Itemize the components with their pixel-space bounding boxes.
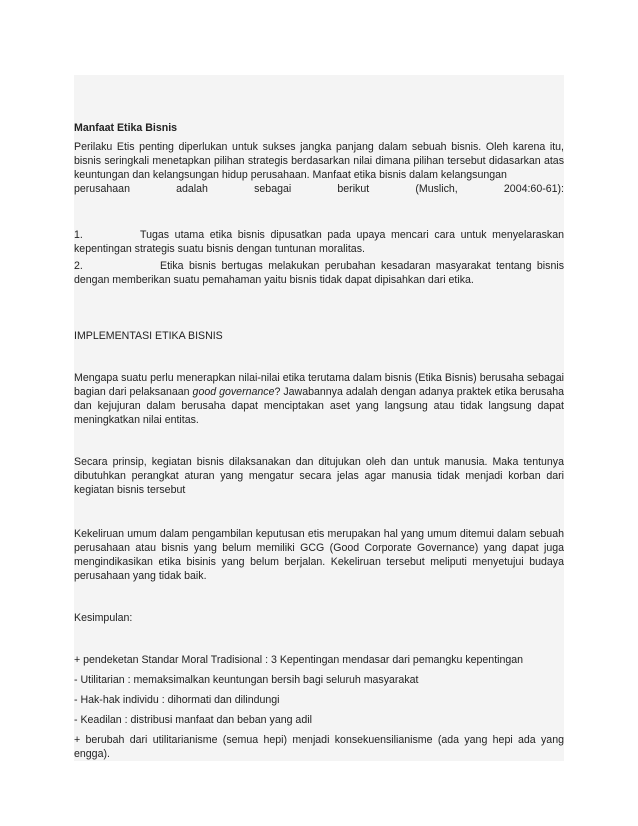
- paragraph-1-part-a: Mengapa suatu perlu menerapkan nilai-nilai etika terutama dalam bisnis (Etika Bisnis) berusaha sebagai bagian dari pelaksanaan: [74, 372, 564, 398]
- list-item-1: [74, 228, 564, 256]
- conclusion-item-2: - Utilitarian : memaksimalkan keuntungan bersih bagi seluruh masyarakat: [74, 674, 419, 686]
- conclusion-item-1: + pendeketan Standar Moral Tradisional : 3 Kepentingan mendasar dari pemangku kepentingan: [74, 654, 524, 666]
- section-implementasi: [74, 329, 564, 761]
- list-item-2: [74, 259, 564, 287]
- paragraph-manfaat-last: perusahaan adalah sebagai berikut (Muslich, 2004:60-61):: [74, 183, 564, 195]
- list-item-1-text: Tugas utama etika bisnis dipusatkan pada upaya mencari cara untuk menyelaraskan kepentingan strategis suatu bisnis dengan tuntunan moralitas.: [74, 229, 564, 255]
- conclusion-item-3: - Hak-hak individu : dihormati dan dilindungi: [74, 694, 280, 706]
- conclusion-item-5: + berubah dari utilitarianisme (semua hepi) menjadi konsekuensilianisme (ada yang hepi ada yang engga).: [74, 734, 564, 760]
- conclusion-label: Kesimpulan:: [74, 612, 133, 624]
- paragraph-1-part-b: ? Jawabannya adalah dengan adanya praktek etika berusaha dan kejujuran dalam berusaha dapat menciptakan aset yang langsung atau tidak langsung dapat meningkatkan nilai entitas.: [74, 386, 565, 426]
- list-item-2-text: Etika bisnis bertugas melakukan perubahan kesadaran masyarakat tentang bisnis dengan memberikan suatu pemahaman yaitu bisnis tidak dapat dipisahkan dari etika.: [74, 260, 564, 286]
- paragraph-implementasi-2: Secara prinsip, kegiatan bisnis dilaksanakan dan ditujukan oleh dan untuk manusia. Maka tentunya dibutuhkan perangkat aturan yang mengatur secara jelas agar manusia tidak menjadi korban dari kegiatan bisnis tersebut: [74, 456, 564, 496]
- section-manfaat: [74, 121, 564, 329]
- list-item-1-number: 1.: [74, 229, 83, 241]
- list-item-2-number: 2.: [74, 260, 83, 272]
- paragraph-1-emphasis: good governance: [192, 386, 275, 398]
- section-title-manfaat: Manfaat Etika Bisnis: [74, 122, 178, 134]
- section-title-implementasi: IMPLEMENTASI ETIKA BISNIS: [74, 330, 223, 342]
- top-spacer: [74, 75, 564, 121]
- paragraph-implementasi-3: Kekeliruan umum dalam pengambilan keputusan etis merupakan hal yang umum ditemui dalam sebuah perusahaan atau bisnis yang belum memiliki GCG (Good Corporate Governance) yang dapat juga mengindikasikan etika bisinis yang belum berjalan. Kekeliruan tersebut meliputi menyetujui budaya perusahaan yang tidak baik.: [74, 528, 564, 582]
- paragraph-implementasi-1: [74, 371, 564, 427]
- document-body: [74, 75, 564, 761]
- conclusion-item-4: - Keadilan : distribusi manfaat dan beban yang adil: [74, 714, 312, 726]
- paragraph-manfaat-main: Perilaku Etis penting diperlukan untuk sukses jangka panjang dalam sebuah bisnis. Oleh karena itu, bisnis seringkali menetapkan pilihan strategis berdasarkan nilai dimana pilihan tersebut didasarkan atas keuntungan dan kelangsungan hidup perusahaan. Manfaat etika bisnis dalam kelangsungan: [74, 141, 564, 181]
